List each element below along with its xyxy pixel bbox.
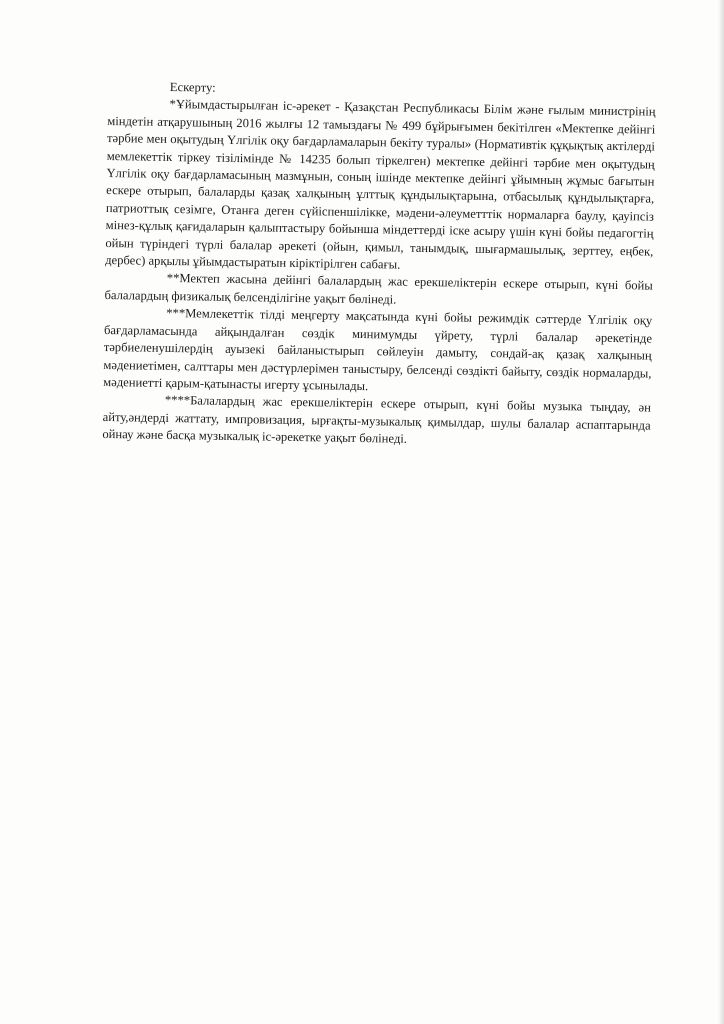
notes-heading: Ескерту: [169, 79, 216, 95]
note-paragraph-music: ****Балалардың жас ерекшеліктерін ескере отырып, күні бойы музыка тыңдау, ән айту,әндерді жаттату, импровизация, ырғақты-музыкалық қимылдар, шулы балалар аспаптарында ойнау және басқа музыкалық іс-әрекетке уақыт бөлінеді. [102, 393, 651, 446]
note-paragraph-organized-activity: *Ұйымдастырылған іс-әрекет - Қазақстан Республикасы Білім және ғылым министрінің міндетін атқарушының 2016 жылғы 12 тамыздағы № 499 бұйрығымен бекітілген «Мектепке дейінгі тәрбие мен оқытудың Үлгілік оқу бағдарламаларын бекіту туралы» (Нормативтік құқықтық актілерді мемлекеттік тіркеу тізілімінде № 14235 болып тіркелген) мектепке дейінгі тәрбие мен оқытудың Үлгілік оқу бағдарламасының мазмұнын, соның ішінде мектепке дейінгі ұйымның жұмыс бағытын ескере отырып, балаларды қазақ халқының ұлттық құндылықтарына, отбасылық құндылықтарға, патриоттық сезімге, Отанға деген сүйіспеншілікке, мәдени-әлеуметттік нормаларға баулу, қауіпсіз мінез-құлық қағидаларын қалыптастыру бойынша міндеттерді іске асыру үшін күні бойы педагогтің ойын түріндегі түрлі балалар әрекеті (ойын, қимыл, танымдық, шығармашылық, зерттеу, еңбек, дербес) арқылы ұйымдастыратын кіріктірілген сабағы. [105, 97, 656, 272]
scan-edge-shadow [718, 0, 724, 1024]
note-paragraph-physical-activity: **Мектеп жасына дейінгі балалардың жас ерекшеліктерін ескере отырып, күні бойы балалардың физикалық белсенділігіне уақыт бөлінеді. [104, 271, 653, 307]
note-paragraph-state-language: ***Мемлекеттік тілді меңгерту мақсатында күні бойы режимдік сәттерде Үлгілік оқу бағдарламасында айқындалған сөздік минимумды үйрету, түрлі балалар әрекетінде тәрбиеленушілердің ауызекі байланыстырып сөйлеуін дамыту, сондай-ақ қазақ халқының мәдениетімен, салттары мен дәстүрлерімен таныстыру, белсенді сөздікті байыту, сөздік нормаларды, мәдениетті қарым-қатынасты игерту ұсынылады. [103, 306, 653, 394]
notes-section [102, 78, 656, 452]
